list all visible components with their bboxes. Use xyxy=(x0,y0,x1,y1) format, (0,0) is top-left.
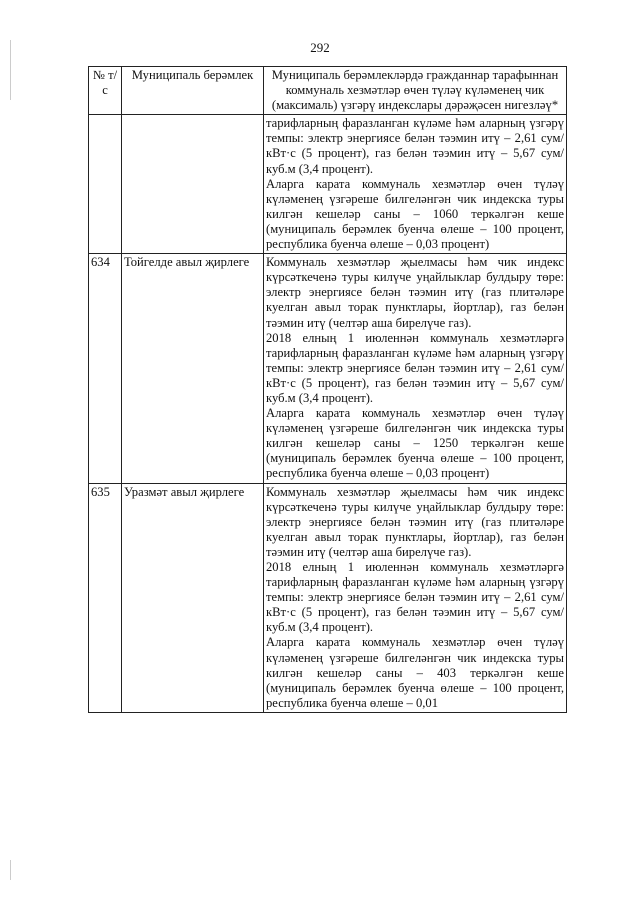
paragraph: Коммуналь хезмәтләр җыелмасы һәм чик индекс күрсәткеченә туры килүче уңайлыклар булдыру төре: электр энергиясе белән тәэмин итү (газ плитәләре куелган авыл торак пунктлары, йортлар), газ белән тәэмин итү (челтәр аша бирелүче газ). xyxy=(266,255,564,330)
cell-limit-description xyxy=(264,115,567,254)
table-header-row xyxy=(89,67,567,115)
cell-municipality: Тойгелде авыл җирлеге xyxy=(122,254,264,483)
cell-number-empty xyxy=(89,115,122,254)
cell-limit-description xyxy=(264,483,567,712)
header-number: № т/с xyxy=(89,67,122,115)
cell-municipality-empty xyxy=(122,115,264,254)
paragraph: 2018 елның 1 июленнән коммуналь хезмәтләргә тарифларның фаразланган күләме һәм аларның үзгәрү темпы: электр энергиясе белән тәэмин итү – 2,61 сум/кВт·с (5 процент), газ белән тәэмин итү – 5,67 сум/куб.м (3,4 процент). xyxy=(266,330,564,405)
table-row xyxy=(89,483,567,712)
page-number: 292 xyxy=(310,40,330,55)
table-row-continuation xyxy=(89,115,567,254)
header-limit-index: Муниципаль берәмлекләрдә гражданнар тарафыннан коммуналь хезмәтләр өчен түләү күләменең чик (максималь) үзгәрү индекслары дәрәҗәсен нигезләү* xyxy=(264,67,567,115)
cell-number: 634 xyxy=(89,254,122,483)
paragraph: Аларга карата коммуналь хезмәтләр өчен түләү күләменең үзгәреше билгеләнгән чик индекска туры килгән кешеләр саны – 1060 теркәлгән кеше (муниципаль берәмлек буенча өлеше – 100 процент, республика буенча өлеше – 0,03 процент) xyxy=(266,176,564,252)
indices-table xyxy=(88,66,567,713)
table-row xyxy=(89,254,567,483)
header-municipality: Муниципаль берәмлек xyxy=(122,67,264,115)
cell-number: 635 xyxy=(89,483,122,712)
paragraph: Коммуналь хезмәтләр җыелмасы һәм чик индекс күрсәткеченә туры килүче уңайлыклар булдыру төре: электр энергиясе белән тәэмин итү (газ плитәләре куелган авыл торак пунктлары, йортлар), газ белән тәэмин итү (челтәр аша бирелүче газ). xyxy=(266,484,564,559)
paragraph: 2018 елның 1 июленнән коммуналь хезмәтләргә тарифларның фаразланган күләме һәм аларның үзгәрү темпы: электр энергиясе белән тәэмин итү – 2,61 сум/кВт·с (5 процент), газ белән тәэмин итү – 5,67 сум/куб.м (3,4 процент). xyxy=(266,560,564,635)
cell-limit-description xyxy=(264,254,567,483)
paragraph: Аларга карата коммуналь хезмәтләр өчен түләү күләменең үзгәреше билгеләнгән чик индекска туры килгән кешеләр саны – 1250 теркәлгән кеше (муниципаль берәмлек буенча өлеше – 100 процент, республика буенча өлеше – 0,03 процент) xyxy=(266,406,564,481)
paragraph: тарифларның фаразланган күләме һәм аларның үзгәрү темпы: электр энергиясе белән тәэмин итү – 2,61 сум/кВт·с (5 процент), газ белән тәэмин итү – 5,67 сум/куб.м (3,4 процент). xyxy=(266,116,564,176)
cell-municipality: Уразмәт авыл җирлеге xyxy=(122,483,264,712)
scan-margin-mark xyxy=(10,860,11,880)
paragraph: Аларга карата коммуналь хезмәтләр өчен түләү күләменең үзгәреше билгеләнгән чик индекска туры килгән кешеләр саны – 403 теркәлгән кеше (муниципаль берәмлек буенча өлеше – 100 процент, республика буенча өлеше – 0,01 xyxy=(266,635,564,710)
